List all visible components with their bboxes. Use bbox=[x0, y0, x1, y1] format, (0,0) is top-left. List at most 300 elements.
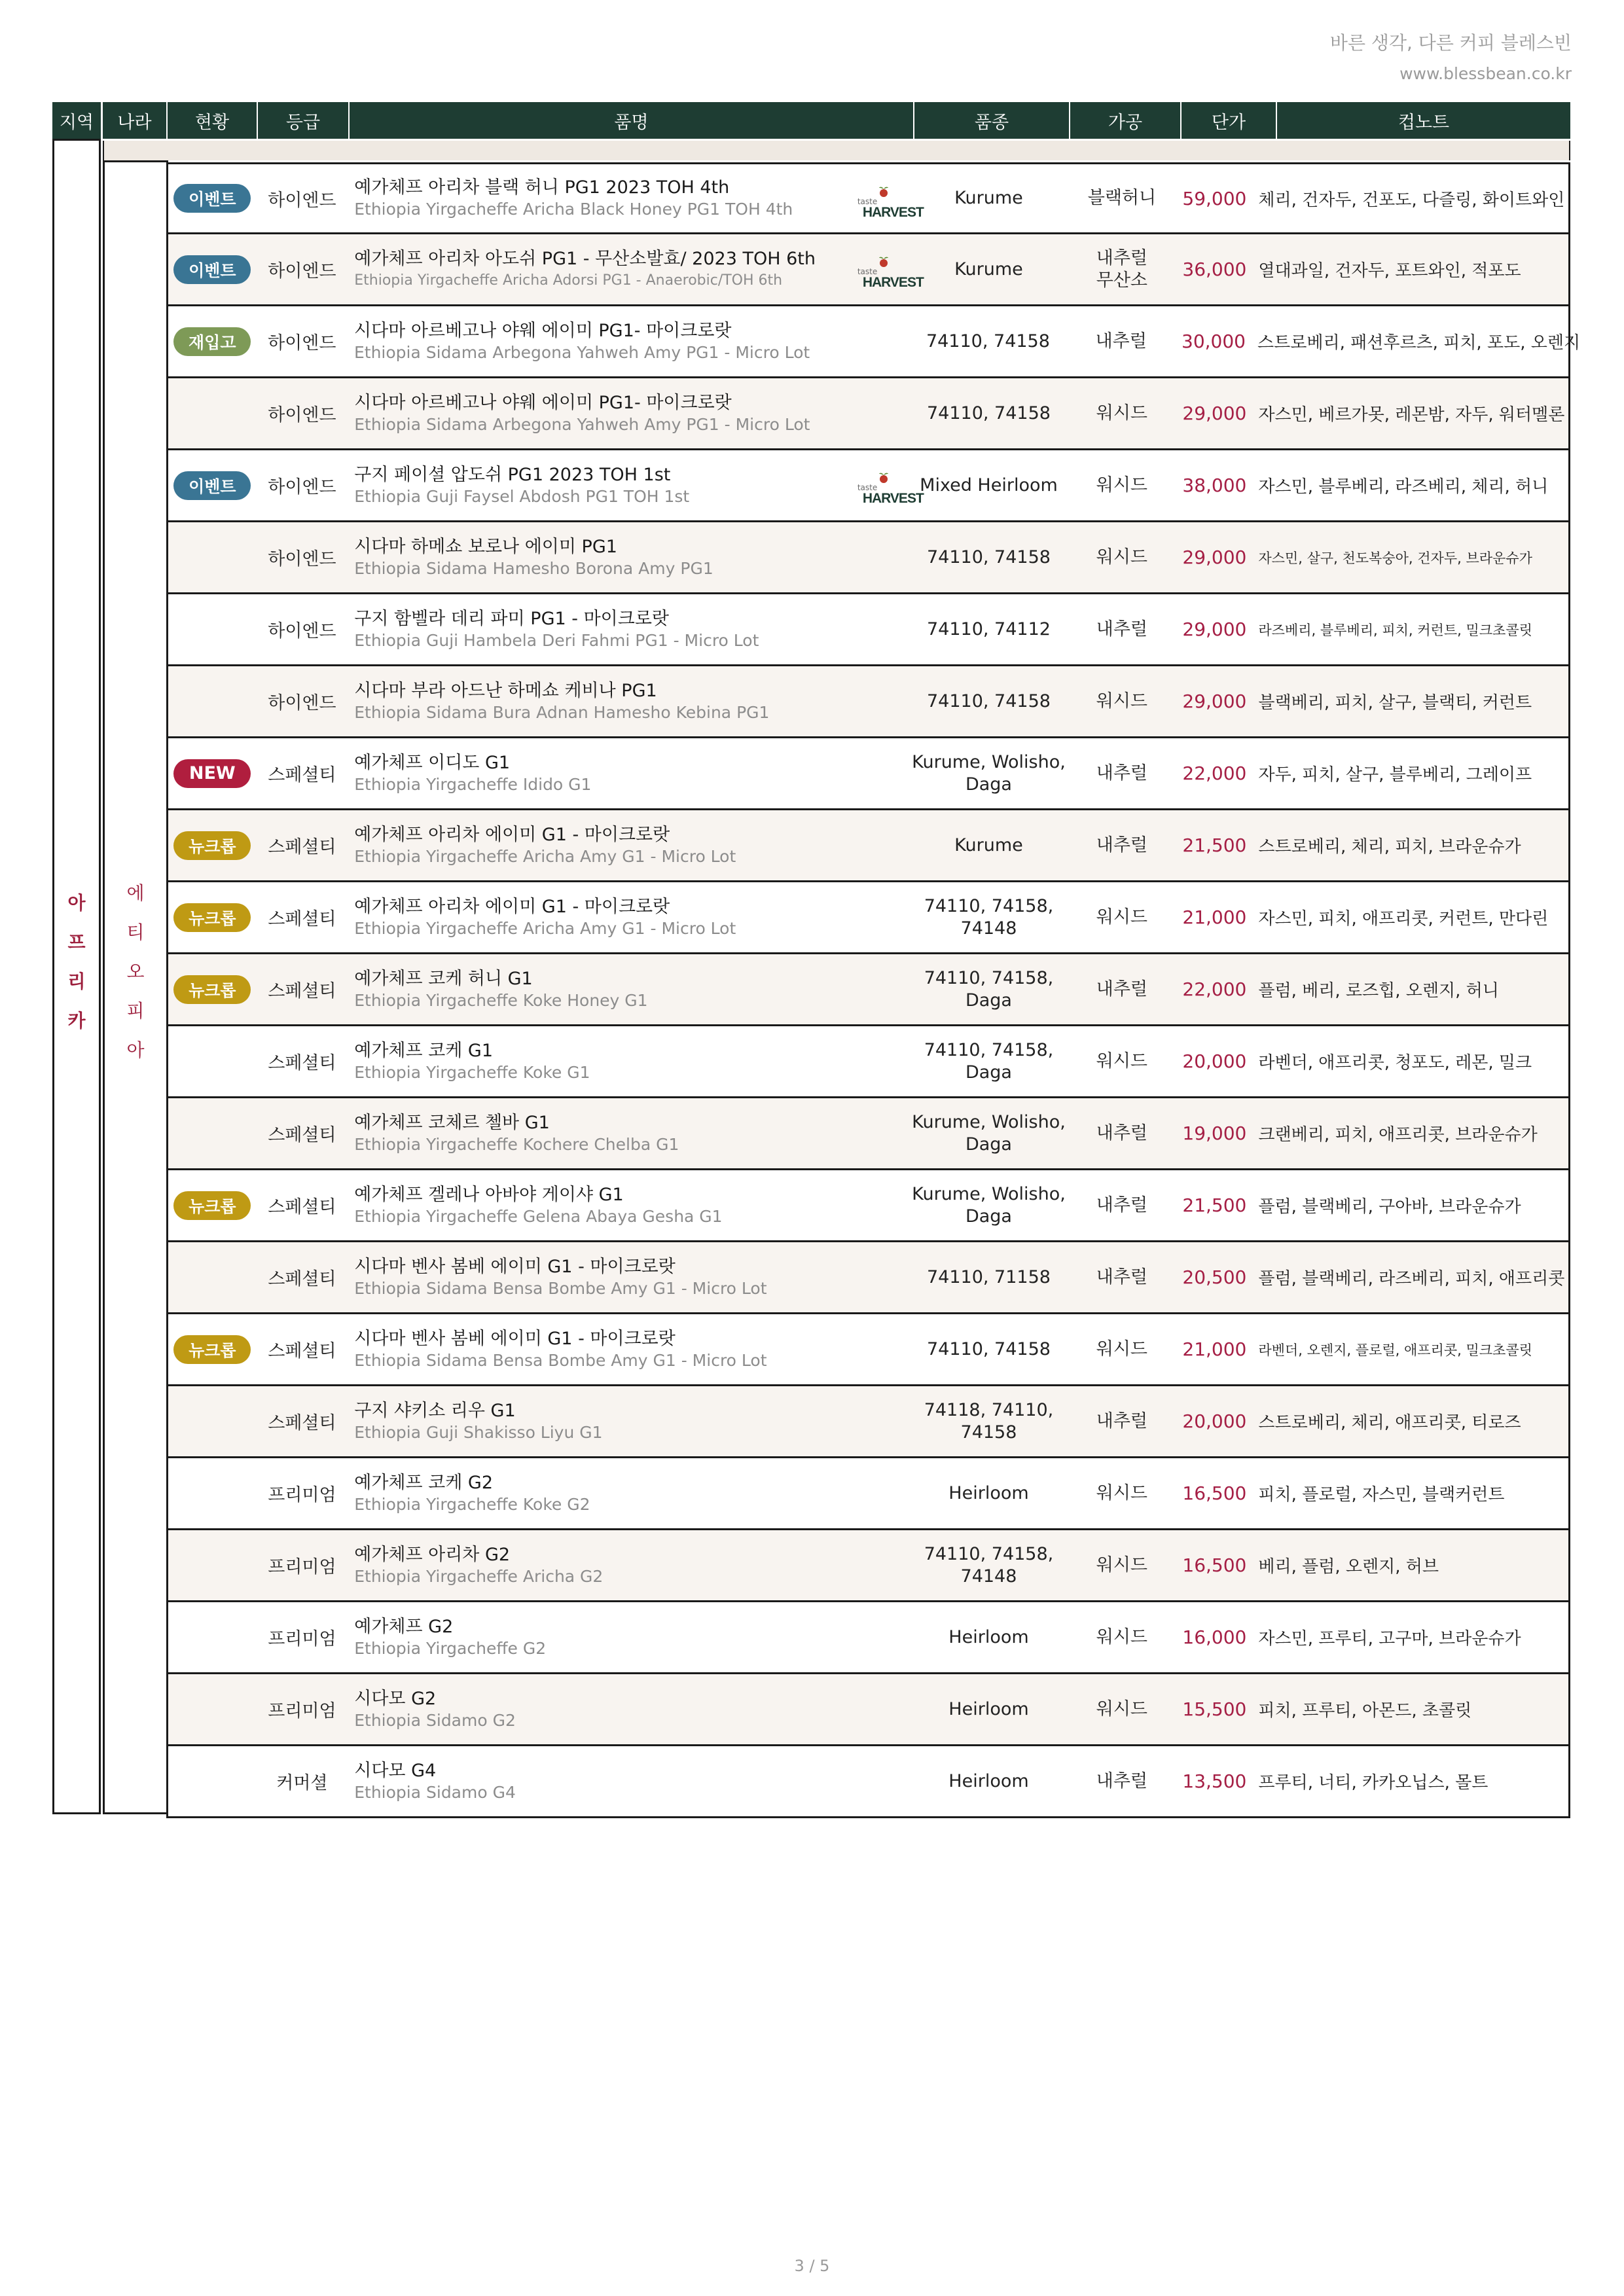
process-text: 워시드 bbox=[1096, 906, 1148, 927]
cup-notes-cell: 베리, 플럼, 오렌지, 허브 bbox=[1258, 1557, 1439, 1577]
process-text: 워시드 bbox=[1096, 1626, 1148, 1647]
process-text: 내추럴 bbox=[1096, 619, 1148, 639]
grade-cell: 커머셜 bbox=[276, 1773, 328, 1793]
brand-tagline: 바른 생각, 다른 커피 블레스빈 bbox=[1329, 32, 1572, 54]
product-names bbox=[354, 1616, 546, 1659]
grade-cell: 프리미엄 bbox=[268, 1629, 336, 1649]
product-name-kr: 시다마 벤사 봄베 에이미 G1 - 마이크로랏 bbox=[354, 1328, 676, 1349]
table-row bbox=[166, 810, 1570, 882]
header-region: 지역 bbox=[52, 102, 101, 139]
product-names bbox=[354, 968, 647, 1011]
product-names bbox=[354, 896, 736, 939]
variety-cell bbox=[911, 522, 1066, 592]
cup-notes-cell: 스트로베리, 체리, 애프리콧, 티로즈 bbox=[1258, 1413, 1521, 1433]
status-cell bbox=[168, 1746, 257, 1816]
product-name-en: Ethiopia Yirgacheffe Idido G1 bbox=[354, 774, 592, 794]
status-cell bbox=[168, 666, 257, 736]
process-text: 내추럴 bbox=[1096, 1122, 1148, 1143]
process-cell bbox=[1066, 810, 1178, 880]
table-row bbox=[166, 522, 1570, 594]
grade-cell: 스페셜티 bbox=[268, 981, 336, 1001]
status-cell bbox=[168, 450, 257, 520]
variety-cell bbox=[911, 738, 1066, 808]
variety-cell bbox=[911, 1386, 1066, 1456]
country-char: 오 bbox=[126, 961, 145, 982]
section-spacer bbox=[103, 141, 1570, 160]
process-text: 내추럴 bbox=[1096, 1194, 1148, 1215]
process-text: 내추럴 bbox=[1096, 834, 1148, 855]
grade-cell: 스페셜티 bbox=[268, 1341, 336, 1361]
grade-cell: 스페셜티 bbox=[268, 1125, 336, 1145]
grade-cell: 스페셜티 bbox=[268, 1197, 336, 1217]
grade-cell: 프리미엄 bbox=[268, 1485, 336, 1505]
product-name-kr: 예가체프 아리차 에이미 G1 - 마이크로랏 bbox=[354, 824, 670, 845]
name-cell bbox=[348, 954, 911, 1024]
product-name-kr: 예가체프 아리차 아도쉬 PG1 - 무산소발효/ 2023 TOH 6th bbox=[354, 248, 816, 269]
product-name-en: Ethiopia Yirgacheffe Aricha Adorsi PG1 - Anaerobic/TOH 6th bbox=[354, 272, 783, 289]
name-cell bbox=[348, 1098, 911, 1168]
page-number: 3 / 5 bbox=[794, 2257, 830, 2275]
variety-text: Heirloom bbox=[948, 1626, 1029, 1647]
variety-cell bbox=[911, 1026, 1066, 1096]
process-cell bbox=[1066, 1170, 1178, 1240]
status-cell bbox=[168, 738, 257, 808]
product-name-en: Ethiopia Guji Faysel Abdosh PG1 TOH 1st bbox=[354, 486, 690, 506]
cup-notes-cell: 자스민, 피치, 애프리콧, 커런트, 만다린 bbox=[1258, 909, 1549, 929]
process-cell bbox=[1066, 378, 1178, 448]
grade-cell: 하이엔드 bbox=[268, 261, 336, 281]
process-cell bbox=[1066, 882, 1178, 952]
variety-text: 74110, 74158 bbox=[926, 331, 1050, 351]
status-badge: 재입고 bbox=[173, 327, 251, 356]
process-text: 내추럴 bbox=[1096, 762, 1148, 783]
product-name-kr: 예가체프 코체르 첼바 G1 bbox=[354, 1112, 550, 1133]
product-name-en: Ethiopia Yirgacheffe Gelena Abaya Gesha G1 bbox=[354, 1206, 723, 1226]
process-text: 워시드 bbox=[1096, 1338, 1148, 1359]
country-label bbox=[119, 874, 152, 1070]
cup-notes-cell: 자스민, 블루베리, 라즈베리, 체리, 허니 bbox=[1258, 477, 1549, 497]
product-names bbox=[354, 1328, 767, 1371]
process-cell bbox=[1066, 1242, 1178, 1312]
process-cell bbox=[1066, 306, 1176, 376]
logo-word: HARVEST bbox=[862, 205, 924, 220]
cup-notes-cell: 열대과일, 건자두, 포트와인, 적포도 bbox=[1258, 261, 1521, 281]
product-name-en: Ethiopia Sidamo G2 bbox=[354, 1710, 516, 1730]
cup-notes-cell: 라즈베리, 블루베리, 피치, 커런트, 밀크초콜릿 bbox=[1258, 622, 1532, 638]
grade-cell: 스페셜티 bbox=[268, 1269, 336, 1289]
name-cell bbox=[348, 1530, 911, 1600]
product-name-kr: 예가체프 아리차 블랙 허니 PG1 2023 TOH 4th bbox=[354, 177, 730, 198]
logo-word: HARVEST bbox=[862, 275, 924, 290]
region-char: 리 bbox=[67, 971, 86, 992]
table-row bbox=[166, 1530, 1570, 1602]
table-row bbox=[166, 306, 1581, 378]
product-name-en: Ethiopia Yirgacheffe Aricha Amy G1 - Micro Lot bbox=[354, 918, 736, 938]
status-badge: 뉴크롭 bbox=[173, 1191, 251, 1220]
product-name-en: Ethiopia Sidama Bensa Bombe Amy G1 - Micro Lot bbox=[354, 1278, 767, 1298]
variety-text: 74110, 74158 bbox=[927, 403, 1051, 423]
variety-text: Kurume bbox=[954, 834, 1023, 855]
process-cell bbox=[1066, 594, 1178, 664]
product-names bbox=[354, 1256, 767, 1299]
price-cell: 21,500 bbox=[1182, 1194, 1247, 1216]
grade-cell: 하이엔드 bbox=[268, 549, 336, 569]
grade-cell: 하이엔드 bbox=[268, 693, 336, 713]
status-cell bbox=[168, 164, 257, 232]
table-row bbox=[166, 1746, 1570, 1818]
process-cell bbox=[1066, 954, 1178, 1024]
product-names bbox=[354, 680, 769, 723]
product-names bbox=[354, 1472, 590, 1515]
status-cell bbox=[168, 1530, 257, 1600]
name-cell bbox=[348, 450, 924, 520]
brand-url[interactable]: www.blessbean.co.kr bbox=[1399, 64, 1572, 83]
country-char: 아 bbox=[126, 1039, 145, 1061]
status-cell bbox=[168, 1458, 257, 1528]
cup-notes-cell: 체리, 건자두, 건포도, 다즐링, 화이트와인 bbox=[1258, 190, 1565, 210]
process-text: 워시드 bbox=[1096, 403, 1148, 423]
product-name-kr: 구지 함벨라 데리 파미 PG1 - 마이크로랏 bbox=[354, 608, 670, 629]
status-cell bbox=[168, 1026, 257, 1096]
variety-text: Kurume, Wolisho, Daga bbox=[912, 751, 1066, 795]
name-cell bbox=[348, 810, 911, 880]
process-text: 워시드 bbox=[1096, 547, 1148, 567]
status-badge: 뉴크롭 bbox=[173, 831, 251, 860]
product-name-kr: 구지 페이셜 압도쉬 PG1 2023 TOH 1st bbox=[354, 464, 671, 485]
header-price: 단가 bbox=[1180, 102, 1276, 139]
name-cell bbox=[348, 1386, 911, 1456]
table-row bbox=[166, 594, 1570, 666]
price-cell: 21,000 bbox=[1182, 1338, 1247, 1360]
process-text: 내추럴 bbox=[1096, 1410, 1148, 1431]
cup-notes-cell: 자스민, 프루티, 고구마, 브라운슈가 bbox=[1258, 1629, 1521, 1649]
table-row bbox=[166, 1026, 1570, 1098]
price-cell: 20,000 bbox=[1182, 1050, 1247, 1072]
price-cell: 22,000 bbox=[1182, 762, 1247, 784]
table-row bbox=[166, 162, 1570, 234]
price-cell: 15,500 bbox=[1182, 1698, 1247, 1720]
product-name-en: Ethiopia Sidama Hamesho Borona Amy PG1 bbox=[354, 558, 713, 578]
grade-cell: 스페셜티 bbox=[268, 837, 336, 857]
cup-notes-cell: 블랙베리, 피치, 살구, 블랙티, 커런트 bbox=[1258, 693, 1532, 713]
process-cell bbox=[1066, 1530, 1178, 1600]
variety-cell bbox=[911, 882, 1066, 952]
price-cell: 59,000 bbox=[1182, 187, 1247, 209]
status-badge: 이벤트 bbox=[173, 184, 251, 213]
header-name: 품명 bbox=[348, 102, 913, 139]
region-char: 아 bbox=[67, 892, 86, 914]
table-row bbox=[166, 738, 1570, 810]
grade-cell: 하이엔드 bbox=[268, 190, 336, 211]
product-name-en: Ethiopia Yirgacheffe Aricha Amy G1 - Micro Lot bbox=[354, 846, 736, 866]
product-names bbox=[354, 464, 689, 507]
variety-cell bbox=[911, 1530, 1066, 1600]
grade-cell: 하이엔드 bbox=[268, 477, 336, 497]
variety-text: 74110, 74158 bbox=[927, 547, 1051, 567]
price-cell: 16,500 bbox=[1182, 1554, 1247, 1576]
variety-cell bbox=[911, 1098, 1066, 1168]
product-names bbox=[354, 1544, 603, 1587]
cup-notes-cell: 플럼, 베리, 로즈힙, 오렌지, 허니 bbox=[1258, 981, 1499, 1001]
product-name-kr: 시다마 벤사 봄베 에이미 G1 - 마이크로랏 bbox=[354, 1256, 676, 1277]
variety-cell bbox=[911, 1746, 1066, 1816]
variety-text: Heirloom bbox=[948, 1482, 1029, 1503]
process-text: 워시드 bbox=[1096, 475, 1148, 495]
process-text: 워시드 bbox=[1096, 1050, 1148, 1071]
status-badge: 이벤트 bbox=[173, 471, 251, 500]
name-cell bbox=[348, 164, 924, 232]
variety-text: Heirloom bbox=[948, 1698, 1029, 1719]
process-text: 내추럴 bbox=[1096, 1770, 1148, 1791]
process-cell bbox=[1066, 1674, 1178, 1744]
status-cell bbox=[168, 1386, 257, 1456]
cup-notes-cell: 스트로베리, 패션후르츠, 피치, 포도, 오렌지 bbox=[1257, 333, 1581, 353]
variety-text: 74110, 74158 bbox=[927, 691, 1051, 711]
grade-cell: 하이엔드 bbox=[268, 333, 336, 353]
grade-cell: 스페셜티 bbox=[268, 765, 336, 785]
price-cell: 16,000 bbox=[1182, 1626, 1247, 1648]
name-cell bbox=[348, 234, 924, 304]
region-label bbox=[60, 884, 93, 1041]
name-cell bbox=[348, 594, 911, 664]
process-cell bbox=[1066, 1314, 1178, 1384]
region-char: 카 bbox=[67, 1010, 86, 1031]
product-names bbox=[354, 248, 816, 291]
table-row bbox=[166, 1602, 1570, 1674]
variety-cell bbox=[911, 1314, 1066, 1384]
table-row bbox=[166, 450, 1570, 522]
variety-text: Kurume, Wolisho, Daga bbox=[912, 1183, 1066, 1227]
process-cell bbox=[1066, 1602, 1178, 1672]
product-names bbox=[354, 1184, 722, 1227]
table-row bbox=[166, 1314, 1570, 1386]
cup-notes-cell: 피치, 프루티, 아몬드, 초콜릿 bbox=[1258, 1701, 1472, 1721]
process-cell bbox=[1066, 522, 1178, 592]
variety-cell bbox=[911, 234, 1066, 304]
price-cell: 21,500 bbox=[1182, 834, 1247, 856]
name-cell bbox=[348, 306, 911, 376]
product-name-en: Ethiopia Yirgacheffe Aricha G2 bbox=[354, 1566, 604, 1586]
cup-notes-cell: 자스민, 살구, 천도복숭아, 건자두, 브라운슈가 bbox=[1258, 550, 1532, 566]
variety-cell bbox=[911, 1170, 1066, 1240]
product-names bbox=[354, 608, 759, 651]
grade-cell: 스페셜티 bbox=[268, 1053, 336, 1073]
process-cell bbox=[1066, 1458, 1178, 1528]
header-country: 나라 bbox=[103, 102, 166, 139]
product-name-kr: 시다모 G4 bbox=[354, 1760, 437, 1781]
header-variety: 품종 bbox=[913, 102, 1069, 139]
table-row bbox=[166, 1674, 1570, 1746]
status-cell bbox=[168, 810, 257, 880]
variety-text: Heirloom bbox=[948, 1770, 1029, 1791]
product-names bbox=[354, 177, 793, 220]
table-row bbox=[166, 954, 1570, 1026]
table-row bbox=[166, 1098, 1570, 1170]
price-cell: 29,000 bbox=[1182, 691, 1247, 712]
status-badge: 이벤트 bbox=[173, 255, 251, 284]
process-text: 내추럴 무산소 bbox=[1096, 247, 1148, 291]
taste-harvest-logo bbox=[854, 467, 924, 506]
logo-small-text: taste bbox=[857, 197, 878, 206]
price-cell: 29,000 bbox=[1182, 547, 1247, 568]
grade-cell: 스페셜티 bbox=[268, 909, 336, 929]
product-name-kr: 예가체프 아리차 에이미 G1 - 마이크로랏 bbox=[354, 896, 670, 917]
product-name-en: Ethiopia Yirgacheffe Kochere Chelba G1 bbox=[354, 1134, 679, 1154]
variety-cell bbox=[911, 378, 1066, 448]
process-cell bbox=[1066, 234, 1178, 304]
product-name-en: Ethiopia Yirgacheffe Koke G1 bbox=[354, 1062, 590, 1082]
status-cell bbox=[168, 522, 257, 592]
name-cell bbox=[348, 1746, 911, 1816]
product-name-kr: 예가체프 겔레나 아바야 게이샤 G1 bbox=[354, 1184, 624, 1205]
name-cell bbox=[348, 738, 911, 808]
name-cell bbox=[348, 1242, 911, 1312]
product-name-kr: 예가체프 이디도 G1 bbox=[354, 752, 511, 773]
status-cell bbox=[168, 234, 257, 304]
status-cell bbox=[168, 594, 257, 664]
variety-text: 74110, 74158, Daga bbox=[924, 967, 1054, 1011]
status-badge: 뉴크롭 bbox=[173, 1335, 251, 1364]
variety-cell bbox=[911, 954, 1066, 1024]
header-notes: 컵노트 bbox=[1276, 102, 1570, 139]
price-cell: 20,500 bbox=[1182, 1266, 1247, 1288]
name-cell bbox=[348, 882, 911, 952]
cup-notes-cell: 라벤더, 오렌지, 플로럴, 애프리콧, 밀크초콜릿 bbox=[1258, 1342, 1532, 1358]
variety-text: 74110, 74112 bbox=[927, 619, 1051, 639]
variety-cell bbox=[911, 1458, 1066, 1528]
variety-cell bbox=[911, 1674, 1066, 1744]
product-name-en: Ethiopia Yirgacheffe Koke Honey G1 bbox=[354, 990, 648, 1010]
variety-text: 74110, 74158 bbox=[927, 1338, 1051, 1359]
process-cell bbox=[1066, 450, 1178, 520]
cup-notes-cell: 자두, 피치, 살구, 블루베리, 그레이프 bbox=[1258, 765, 1532, 785]
price-cell: 38,000 bbox=[1182, 475, 1247, 496]
price-cell: 22,000 bbox=[1182, 978, 1247, 1000]
product-names bbox=[354, 1040, 590, 1083]
product-name-en: Ethiopia Guji Shakisso Liyu G1 bbox=[354, 1422, 603, 1442]
status-cell bbox=[168, 1170, 257, 1240]
table-row bbox=[166, 666, 1570, 738]
product-names bbox=[354, 752, 591, 795]
product-name-kr: 예가체프 아리차 G2 bbox=[354, 1544, 511, 1565]
product-name-kr: 시다마 부라 아드난 하메쇼 케비나 PG1 bbox=[354, 680, 657, 701]
variety-cell bbox=[911, 306, 1066, 376]
grade-cell: 하이엔드 bbox=[268, 621, 336, 641]
grade-cell: 프리미엄 bbox=[268, 1557, 336, 1577]
price-cell: 29,000 bbox=[1182, 619, 1247, 640]
status-badge: 뉴크롭 bbox=[173, 903, 251, 932]
process-text: 블랙허니 bbox=[1087, 188, 1157, 208]
product-names bbox=[354, 392, 810, 435]
process-text: 내추럴 bbox=[1095, 331, 1147, 351]
process-text: 내추럴 bbox=[1096, 1266, 1148, 1287]
table-row bbox=[166, 1458, 1570, 1530]
product-name-kr: 시다마 아르베고나 야웨 에이미 PG1- 마이크로랏 bbox=[354, 392, 732, 413]
process-cell bbox=[1066, 738, 1178, 808]
cup-notes-cell: 플럼, 블랙베리, 구아바, 브라운슈가 bbox=[1258, 1197, 1521, 1217]
taste-harvest-logo bbox=[854, 251, 924, 290]
price-cell: 16,500 bbox=[1182, 1482, 1247, 1504]
table-row bbox=[166, 1386, 1570, 1458]
variety-text: 74110, 74158, 74148 bbox=[924, 895, 1054, 939]
status-cell bbox=[168, 1602, 257, 1672]
process-text: 내추럴 bbox=[1096, 978, 1148, 999]
grade-cell: 하이엔드 bbox=[268, 405, 336, 425]
variety-text: 74110, 71158 bbox=[927, 1266, 1051, 1287]
price-cell: 30,000 bbox=[1182, 331, 1246, 352]
name-cell bbox=[348, 1458, 911, 1528]
country-char: 피 bbox=[126, 1000, 145, 1022]
variety-text: Mixed Heirloom bbox=[920, 475, 1058, 495]
status-cell bbox=[168, 882, 257, 952]
variety-cell bbox=[911, 594, 1066, 664]
process-cell bbox=[1066, 164, 1178, 232]
cup-notes-cell: 피치, 플로럴, 자스민, 블랙커런트 bbox=[1258, 1485, 1505, 1505]
name-cell bbox=[348, 1314, 911, 1384]
status-cell bbox=[168, 1314, 257, 1384]
cup-notes-cell: 프루티, 너티, 카카오닙스, 몰트 bbox=[1258, 1773, 1489, 1793]
header-process: 가공 bbox=[1069, 102, 1180, 139]
name-cell bbox=[348, 1602, 911, 1672]
cup-notes-cell: 자스민, 베르가못, 레몬밤, 자두, 워터멜론 bbox=[1258, 405, 1565, 425]
product-name-kr: 시다마 하메쇼 보로나 에이미 PG1 bbox=[354, 536, 617, 557]
status-badge: NEW bbox=[173, 759, 251, 788]
product-name-kr: 예가체프 G2 bbox=[354, 1616, 454, 1637]
name-cell bbox=[348, 1674, 911, 1744]
region-char: 프 bbox=[67, 931, 86, 953]
product-name-kr: 예가체프 코케 G1 bbox=[354, 1040, 493, 1061]
process-text: 워시드 bbox=[1096, 1482, 1148, 1503]
status-cell bbox=[168, 1242, 257, 1312]
table-row bbox=[166, 1170, 1570, 1242]
process-cell bbox=[1066, 1746, 1178, 1816]
cup-notes-cell: 크랜베리, 피치, 애프리콧, 브라운슈가 bbox=[1258, 1125, 1538, 1145]
product-name-en: Ethiopia Sidamo G4 bbox=[354, 1782, 516, 1802]
product-name-en: Ethiopia Sidama Bensa Bombe Amy G1 - Micro Lot bbox=[354, 1350, 767, 1370]
product-name-en: Ethiopia Guji Hambela Deri Fahmi PG1 - Micro Lot bbox=[354, 630, 759, 650]
status-cell bbox=[168, 954, 257, 1024]
variety-text: Kurume bbox=[954, 188, 1023, 208]
product-names bbox=[354, 1760, 516, 1803]
product-name-kr: 예가체프 코케 허니 G1 bbox=[354, 968, 533, 989]
product-name-kr: 구지 샤키소 리우 G1 bbox=[354, 1400, 516, 1421]
process-cell bbox=[1066, 666, 1178, 736]
product-name-en: Ethiopia Sidama Arbegona Yahweh Amy PG1 - Micro Lot bbox=[353, 342, 810, 362]
variety-text: 74118, 74110, 74158 bbox=[924, 1399, 1054, 1443]
process-cell bbox=[1066, 1386, 1178, 1456]
name-cell bbox=[348, 1026, 911, 1096]
status-cell bbox=[168, 1098, 257, 1168]
cup-notes-cell: 라벤더, 애프리콧, 청포도, 레몬, 밀크 bbox=[1258, 1053, 1532, 1073]
product-names bbox=[354, 1400, 602, 1443]
price-cell: 20,000 bbox=[1182, 1410, 1247, 1432]
country-char: 에 bbox=[126, 882, 145, 904]
product-names bbox=[354, 1688, 516, 1731]
process-text: 워시드 bbox=[1096, 1698, 1148, 1719]
product-names bbox=[354, 824, 736, 867]
variety-text: Kurume bbox=[954, 259, 1023, 279]
variety-cell bbox=[911, 450, 1066, 520]
header-status: 현황 bbox=[166, 102, 257, 139]
price-cell: 36,000 bbox=[1182, 259, 1247, 280]
status-cell bbox=[168, 306, 257, 376]
brand-block bbox=[1330, 30, 1572, 86]
name-cell bbox=[348, 666, 911, 736]
table-row bbox=[166, 234, 1570, 306]
status-cell bbox=[168, 1674, 257, 1744]
process-cell bbox=[1066, 1026, 1178, 1096]
variety-cell bbox=[911, 810, 1066, 880]
